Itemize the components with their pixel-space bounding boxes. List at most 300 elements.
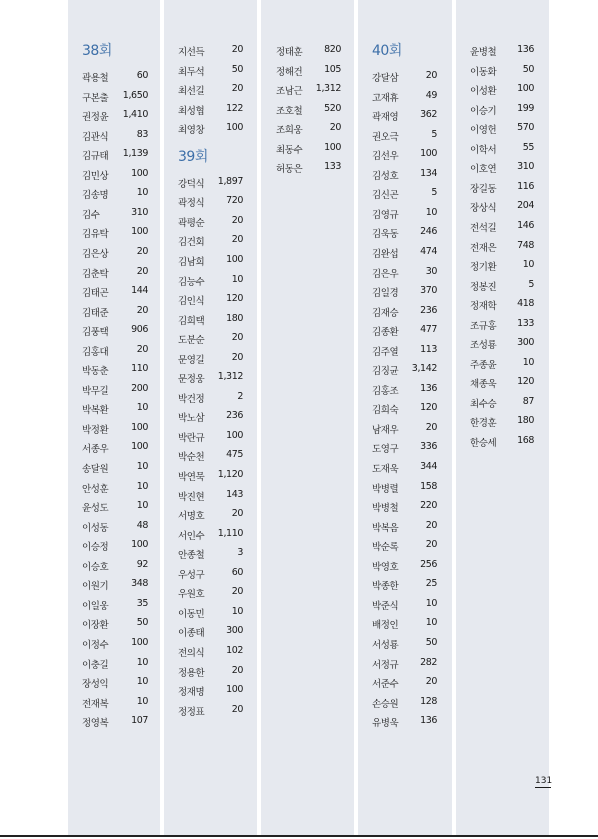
donor-entry — [178, 449, 243, 465]
donor-name: 강달삼 — [372, 73, 399, 84]
donor-entry — [82, 168, 148, 184]
donor-name: 김성호 — [372, 170, 399, 182]
donor-name: 우원호 — [178, 589, 205, 601]
donor-entry — [82, 637, 148, 653]
donation-amount: 20 — [136, 343, 148, 355]
donor-entry — [178, 665, 243, 681]
donation-amount: 20 — [231, 664, 243, 676]
donor-name: 김은우 — [372, 268, 399, 280]
donor-entry — [178, 410, 243, 426]
donor-name: 곽용철 — [82, 73, 109, 84]
donor-name: 최두석 — [178, 66, 205, 78]
donor-name: 지선득 — [178, 47, 205, 58]
donation-amount: 20 — [231, 508, 243, 520]
donation-amount: 1,650 — [122, 89, 148, 101]
donor-entry — [372, 129, 437, 145]
donor-name: 강덕식 — [178, 178, 205, 190]
donor-name: 김건회 — [178, 237, 205, 249]
donor-entry — [276, 83, 341, 99]
donor-entry — [178, 352, 243, 368]
donor-name: 이장환 — [82, 620, 109, 632]
donor-entry — [372, 168, 437, 184]
donor-entry — [372, 422, 437, 438]
donation-amount: 100 — [226, 122, 243, 134]
donor-name: 이충길 — [82, 659, 109, 671]
donation-amount: 128 — [420, 695, 437, 707]
donor-name: 김남희 — [178, 256, 205, 268]
donor-entry — [372, 363, 437, 379]
donor-name: 박정환 — [82, 424, 109, 436]
donor-entry — [470, 240, 534, 256]
donor-entry — [82, 324, 148, 340]
donor-entry — [372, 148, 437, 164]
donor-entry — [82, 344, 148, 360]
donor-entry — [470, 415, 534, 431]
donor-name: 조호철 — [276, 105, 303, 117]
donation-amount: 20 — [231, 703, 243, 715]
donor-name: 박진현 — [178, 491, 205, 503]
donor-name: 최성협 — [178, 105, 205, 117]
donor-entry — [178, 64, 243, 80]
donor-entry — [82, 539, 148, 555]
donor-entry — [470, 200, 534, 216]
donor-entry — [82, 520, 148, 536]
donor-entry — [82, 70, 148, 86]
donor-name: 김풍택 — [82, 327, 109, 339]
page-number: 131 — [535, 776, 553, 786]
donation-amount: 520 — [324, 102, 341, 114]
donor-entry — [82, 676, 148, 692]
donor-name: 전재은 — [470, 242, 497, 254]
donor-name: 장성익 — [82, 679, 109, 691]
donor-entry — [372, 598, 437, 614]
donation-amount: 10 — [136, 656, 148, 668]
donation-amount: 10 — [522, 259, 534, 271]
donor-name: 이원기 — [82, 581, 109, 593]
donor-name: 곽평순 — [178, 217, 205, 229]
donation-amount: 107 — [131, 715, 148, 727]
donor-name: 이호연 — [470, 164, 497, 176]
donor-name: 김종환 — [372, 327, 399, 339]
donor-entry — [82, 90, 148, 106]
donor-name: 박연묵 — [178, 472, 205, 483]
donor-entry — [82, 363, 148, 379]
donor-name: 정봉진 — [470, 281, 497, 293]
donation-amount: 344 — [420, 461, 437, 472]
donor-entry — [178, 684, 243, 700]
donor-name: 박복음 — [372, 522, 399, 534]
class-year-heading: 40회 — [372, 43, 402, 59]
donor-name: 송달원 — [82, 464, 109, 475]
donor-name: 김인식 — [178, 296, 205, 308]
donor-name: 박준식 — [372, 600, 399, 612]
donation-amount: 906 — [131, 324, 148, 336]
donation-amount: 20 — [231, 214, 243, 226]
donation-amount: 477 — [420, 324, 437, 336]
donor-name: 김욱동 — [372, 229, 399, 241]
donor-entry — [470, 142, 534, 158]
donor-entry — [276, 44, 341, 60]
donor-entry — [470, 83, 534, 99]
donor-name: 허동은 — [276, 164, 303, 176]
donation-amount: 474 — [420, 245, 437, 257]
donor-name: 배정인 — [372, 620, 399, 632]
donor-entry — [470, 396, 534, 412]
donor-name: 이종태 — [178, 628, 205, 640]
donor-entry — [178, 254, 243, 270]
donation-amount: 136 — [420, 382, 437, 394]
donor-entry — [82, 109, 148, 125]
donation-amount: 370 — [420, 285, 437, 297]
donor-name: 서성룡 — [372, 639, 399, 651]
donor-name: 박종한 — [372, 581, 399, 593]
donor-entry — [470, 376, 534, 392]
donor-name: 김희택 — [178, 315, 205, 327]
donor-name: 김홍조 — [372, 385, 399, 397]
donor-name: 김규태 — [82, 151, 109, 163]
donor-entry — [372, 676, 437, 692]
donation-amount: 10 — [231, 605, 243, 617]
donor-name: 김유탁 — [82, 229, 109, 241]
donor-name: 정태훈 — [276, 47, 303, 58]
donor-entry — [470, 103, 534, 119]
donor-name: 이승정 — [82, 542, 109, 554]
donation-amount: 20 — [231, 44, 243, 55]
donor-entry — [470, 181, 534, 197]
donor-name: 김신곤 — [372, 190, 399, 202]
donation-amount: 20 — [231, 586, 243, 598]
donor-entry — [372, 187, 437, 203]
donor-entry — [372, 305, 437, 321]
donation-amount: 87 — [522, 395, 534, 407]
donation-amount: 120 — [420, 402, 437, 414]
donor-name: 최영창 — [178, 125, 205, 137]
donor-entry — [178, 586, 243, 602]
donor-entry — [372, 539, 437, 555]
donor-entry — [82, 617, 148, 633]
donor-name: 정용한 — [178, 667, 205, 679]
donation-amount: 49 — [425, 89, 437, 101]
donation-amount: 25 — [425, 578, 437, 590]
donor-entry — [178, 195, 243, 211]
donor-name: 채종욱 — [470, 379, 497, 391]
donation-amount: 200 — [131, 382, 148, 394]
donor-name: 권오극 — [372, 131, 399, 143]
donor-name: 조성룡 — [470, 340, 497, 352]
donation-amount: 50 — [425, 636, 437, 648]
donor-entry — [82, 266, 148, 282]
donor-entry — [178, 122, 243, 138]
donation-amount: 1,312 — [315, 83, 341, 95]
donor-name: 주종윤 — [470, 359, 497, 371]
donor-name: 이승기 — [470, 105, 497, 117]
donation-amount: 300 — [226, 625, 243, 637]
donor-name: 전재복 — [82, 698, 109, 710]
donation-amount: 144 — [131, 285, 148, 297]
donor-name: 박무길 — [82, 385, 109, 397]
donation-amount: 83 — [136, 128, 148, 140]
donor-entry — [82, 402, 148, 418]
donation-amount: 10 — [136, 187, 148, 199]
donation-amount: 100 — [226, 684, 243, 696]
donor-name: 정재명 — [178, 687, 205, 699]
donor-name: 남재우 — [372, 424, 399, 436]
donor-entry — [178, 489, 243, 505]
donation-amount: 720 — [226, 195, 243, 207]
donor-entry — [178, 547, 243, 563]
donor-entry — [470, 122, 534, 138]
donor-name: 정영복 — [82, 718, 109, 730]
donor-entry — [372, 70, 437, 86]
donation-amount: 146 — [517, 219, 534, 231]
donor-name: 박노삼 — [178, 413, 205, 425]
donation-amount: 1,120 — [217, 469, 243, 480]
donation-amount: 20 — [231, 83, 243, 95]
donor-entry — [372, 578, 437, 594]
donor-entry — [178, 391, 243, 407]
donation-amount: 220 — [420, 500, 437, 512]
donor-entry — [372, 90, 437, 106]
donation-amount: 143 — [226, 488, 243, 500]
donor-entry — [178, 625, 243, 641]
donation-amount: 362 — [420, 109, 437, 121]
donor-name: 김능수 — [178, 276, 205, 288]
donation-amount: 236 — [226, 410, 243, 422]
donation-amount: 1,110 — [217, 527, 243, 539]
donor-name: 서준수 — [372, 679, 399, 691]
donor-name: 서명호 — [178, 511, 205, 523]
donor-name: 이승호 — [82, 561, 109, 573]
donor-name: 곽정식 — [178, 198, 205, 210]
donor-entry — [372, 402, 437, 418]
donation-amount: 60 — [231, 566, 243, 578]
donor-entry — [178, 508, 243, 524]
donor-name: 박동춘 — [82, 366, 109, 378]
donor-name: 김징균 — [372, 366, 399, 378]
donation-amount: 10 — [136, 480, 148, 492]
donation-amount: 10 — [425, 617, 437, 629]
donation-amount: 10 — [425, 206, 437, 218]
donor-name: 서인수 — [178, 530, 205, 542]
donation-amount: 136 — [517, 44, 534, 55]
donation-amount: 1,897 — [217, 175, 243, 187]
donor-entry — [82, 598, 148, 614]
donation-amount: 100 — [131, 636, 148, 648]
donation-amount: 246 — [420, 226, 437, 238]
donor-entry — [82, 187, 148, 203]
donor-name: 박복환 — [82, 405, 109, 417]
donor-entry — [178, 704, 243, 720]
donation-amount: 20 — [425, 70, 437, 81]
donor-entry — [178, 44, 243, 60]
donor-entry — [82, 129, 148, 145]
donation-amount: 120 — [226, 293, 243, 305]
donor-entry — [82, 461, 148, 477]
donor-entry — [372, 696, 437, 712]
donation-amount: 20 — [329, 122, 341, 134]
donation-amount: 20 — [231, 351, 243, 363]
donor-entry — [470, 298, 534, 314]
donor-name: 정정표 — [178, 706, 205, 718]
donor-entry — [470, 357, 534, 373]
donor-entry — [82, 696, 148, 712]
donation-amount: 180 — [517, 415, 534, 427]
donor-entry — [470, 318, 534, 334]
class-year-heading: 39회 — [178, 148, 208, 165]
donor-entry — [82, 559, 148, 575]
donation-amount: 102 — [226, 644, 243, 656]
donation-amount: 5 — [431, 128, 437, 140]
donor-entry — [178, 293, 243, 309]
donor-entry — [178, 430, 243, 446]
donor-entry — [178, 274, 243, 290]
donor-name: 김홍대 — [82, 346, 109, 358]
donation-amount: 3 — [237, 547, 243, 559]
donor-entry — [82, 246, 148, 262]
donor-name: 이일웅 — [82, 600, 109, 612]
donation-amount: 100 — [517, 83, 534, 95]
donation-amount: 30 — [425, 265, 437, 277]
donor-entry — [276, 64, 341, 80]
donation-amount: 120 — [517, 376, 534, 388]
donor-entry — [470, 279, 534, 295]
donor-entry — [82, 148, 148, 164]
donor-entry — [178, 176, 243, 192]
donation-amount: 20 — [136, 304, 148, 316]
donor-entry — [178, 528, 243, 544]
donation-amount: 204 — [517, 200, 534, 212]
donation-amount: 50 — [231, 63, 243, 75]
donation-amount: 1,410 — [122, 109, 148, 121]
donor-name: 김관식 — [82, 131, 109, 143]
donation-amount: 820 — [324, 44, 341, 55]
donor-entry — [372, 207, 437, 223]
donor-name: 김송명 — [82, 190, 109, 202]
donor-entry — [82, 715, 148, 731]
donation-amount: 136 — [420, 715, 437, 727]
donation-amount: 310 — [131, 206, 148, 218]
donation-amount: 236 — [420, 304, 437, 316]
donation-amount: 113 — [420, 343, 437, 355]
donor-entry — [178, 567, 243, 583]
donation-amount: 10 — [136, 461, 148, 472]
donation-amount: 10 — [136, 402, 148, 414]
donor-entry — [372, 344, 437, 360]
donation-amount: 20 — [425, 539, 437, 551]
donor-entry — [372, 226, 437, 242]
donation-amount: 50 — [522, 63, 534, 75]
donor-entry — [372, 109, 437, 125]
donor-entry — [82, 657, 148, 673]
donation-amount: 475 — [226, 449, 243, 461]
donation-amount: 418 — [517, 298, 534, 310]
donor-entry — [372, 266, 437, 282]
donation-amount: 5 — [431, 187, 437, 199]
donor-entry — [178, 606, 243, 622]
donation-amount: 180 — [226, 312, 243, 324]
donor-name: 김은상 — [82, 248, 109, 260]
donor-entry — [470, 259, 534, 275]
donor-name: 손승원 — [372, 698, 399, 710]
donor-name: 문정웅 — [178, 374, 205, 386]
donation-amount: 122 — [226, 102, 243, 114]
donor-name: 박란규 — [178, 432, 205, 444]
donation-amount: 20 — [231, 332, 243, 344]
donation-amount: 48 — [136, 519, 148, 531]
donor-name: 한경훈 — [470, 418, 497, 430]
donation-amount: 300 — [517, 337, 534, 349]
donor-name: 김재승 — [372, 307, 399, 319]
donor-name: 김희숙 — [372, 405, 399, 417]
donation-amount: 348 — [131, 578, 148, 590]
donor-entry — [82, 383, 148, 399]
donor-name: 윤성도 — [82, 503, 109, 515]
donor-entry — [178, 103, 243, 119]
donation-amount: 100 — [420, 148, 437, 160]
donor-name: 도분순 — [178, 335, 205, 347]
donation-amount: 256 — [420, 558, 437, 570]
donor-entry — [372, 657, 437, 673]
donor-entry — [470, 64, 534, 80]
donation-amount: 100 — [226, 429, 243, 441]
donor-name: 김선우 — [372, 151, 399, 163]
donation-amount: 133 — [517, 317, 534, 329]
donor-name: 도재욱 — [372, 464, 399, 475]
donor-entry — [372, 637, 437, 653]
donor-entry — [178, 645, 243, 661]
donor-name: 김수 — [82, 209, 100, 221]
donor-name: 안종철 — [178, 550, 205, 562]
donor-entry — [372, 441, 437, 457]
donation-amount: 2 — [237, 390, 243, 402]
donor-entry — [178, 332, 243, 348]
donor-name: 이성동 — [82, 522, 109, 534]
donor-name: 안성훈 — [82, 483, 109, 495]
donor-entry — [82, 226, 148, 242]
donor-entry — [276, 161, 341, 177]
donation-amount: 748 — [517, 239, 534, 251]
donor-name: 정해건 — [276, 66, 303, 78]
donor-name: 정기환 — [470, 262, 497, 274]
donor-entry — [372, 383, 437, 399]
donation-amount: 10 — [231, 273, 243, 285]
donor-entry — [178, 215, 243, 231]
donation-amount: 20 — [136, 245, 148, 257]
donor-entry — [82, 500, 148, 516]
donor-entry — [82, 305, 148, 321]
donation-amount: 100 — [131, 539, 148, 551]
donor-entry — [82, 285, 148, 301]
donor-name: 한승세 — [470, 438, 497, 449]
donor-entry — [470, 161, 534, 177]
donor-name: 김영규 — [372, 209, 399, 221]
donation-amount: 116 — [517, 180, 534, 192]
donor-name: 박영호 — [372, 561, 399, 573]
donation-amount: 10 — [522, 356, 534, 368]
donor-entry — [470, 435, 534, 451]
donor-entry — [372, 461, 437, 477]
donor-name: 김주열 — [372, 346, 399, 358]
donor-name: 구본출 — [82, 92, 109, 104]
donor-name: 이학서 — [470, 144, 497, 156]
donor-entry — [178, 234, 243, 250]
donor-entry — [372, 520, 437, 536]
donation-amount: 100 — [131, 167, 148, 179]
donor-entry — [372, 324, 437, 340]
donation-amount: 92 — [136, 558, 148, 570]
donor-name: 박병렬 — [372, 483, 399, 495]
donation-amount: 5 — [528, 278, 534, 290]
